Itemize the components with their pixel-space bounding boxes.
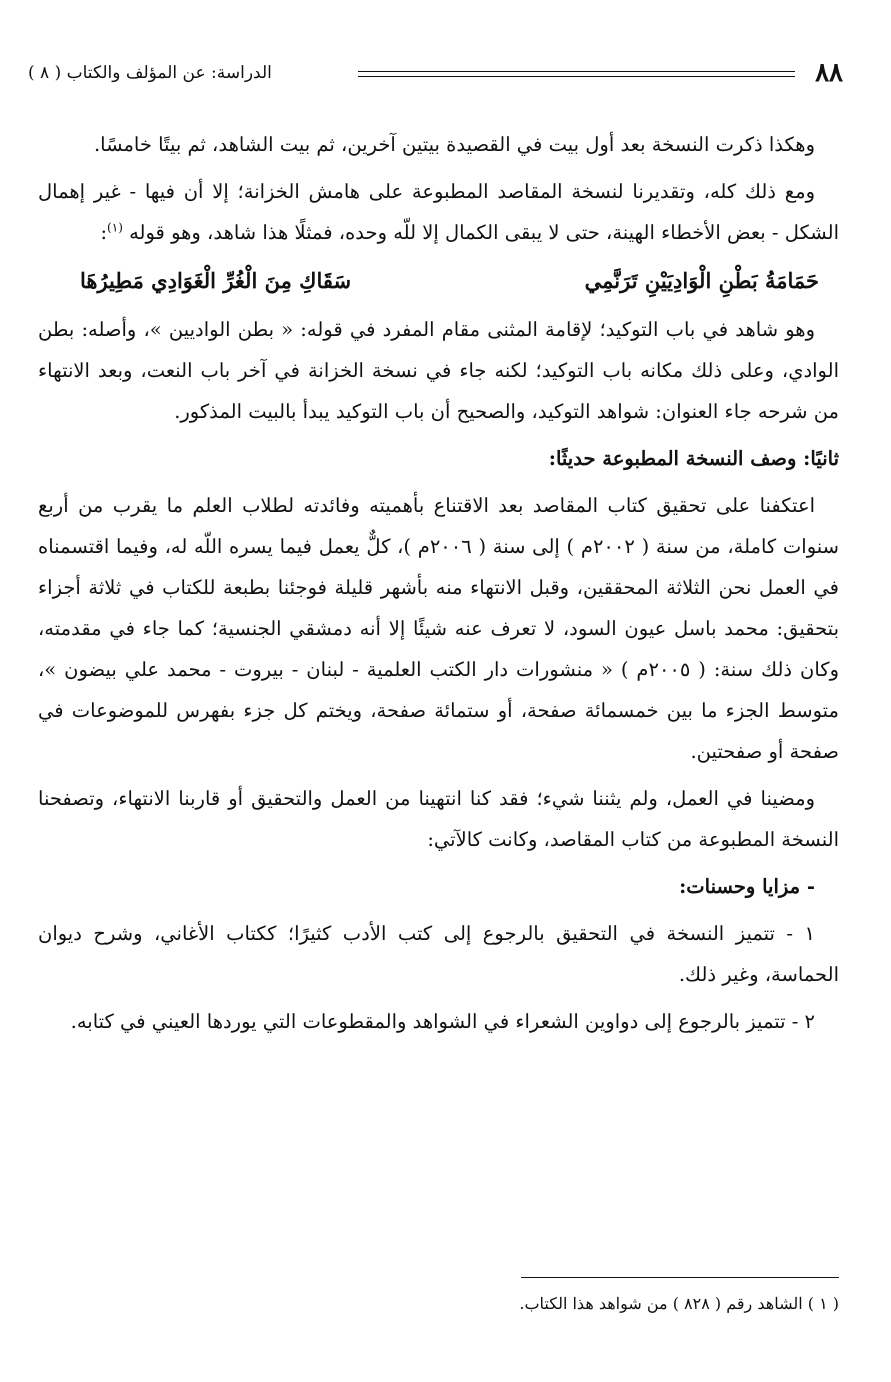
paragraph: وهكذا ذكرت النسخة بعد أول بيت في القصيدة بيتين آخرين، ثم بيت الشاهد، ثم بيتًا خامسًا. xyxy=(93,133,815,156)
paragraph-colon: : xyxy=(100,221,108,244)
paragraph: ومضينا في العمل، ولم يثننا شيء؛ فقد كنا انتهينا من العمل والتحقيق أو قاربنا الانتهاء، وتصفحنا النسخة المطبوعة من كتاب المقاصد، وكانت كالآتي: xyxy=(38,787,839,851)
page-body xyxy=(38,124,839,1048)
page-header xyxy=(28,56,843,90)
footnote-rule xyxy=(521,1277,839,1278)
running-title: الدراسة: عن المؤلف والكتاب ( ٨ ) xyxy=(28,63,272,83)
paragraph: وهو شاهد في باب التوكيد؛ لإقامة المثنى مقام المفرد في قوله: « بطن الواديين »، وأصله: بطن الوادي، وعلى ذلك مكانه باب التوكيد؛ لكنه جاء في نسخة الخزانة في آخر باب النعت، وبعد الانتهاء من شرحه جاء العنوان: شواهد التوكيد، والصحيح أن باب التوكيد يبدأ بالبيت المذكور. xyxy=(38,318,839,423)
verse-second-hemistich: سَقَاكِ مِنَ الْغُرِّ الْغَوَادِي مَطِيرُهَا xyxy=(80,268,352,293)
paragraph: اعتكفنا على تحقيق كتاب المقاصد بعد الاقتناع بأهميته وفائدته لطلاب العلم ما يقرب من أربع سنوات كاملة، من سنة ( ٢٠٠٢م ) إلى سنة ( ٢٠٠٦م )، كلٌّ يعمل فيما يسره اللّه له، وفيما اقتسمناه في العمل نحن الثلاثة المحققين، وقبل الانتهاء منه بأشهر قليلة فوجئنا بطبعة للكتاب في ثلاثة أجزاء بتحقيق: محمد باسل عيون السود، لا تعرف عنه شيئًا إلا أنه دمشقي الجنسية؛ كما جاء في مقدمته، وكان ذلك سنة: ( ٢٠٠٥م ) « منشورات دار الكتب العلمية - لبنان - بيروت - محمد علي بيضون »، متوسط الجزء ما بين خمسمائة صفحة، أو ستمائة صفحة، ويختم كل جزء بفهرس للموضوعات في صفحة أو صفحتين. xyxy=(38,494,840,763)
footnote-reference: (١) xyxy=(107,220,123,235)
paragraph xyxy=(38,171,839,253)
list-item: ٢ - تتميز بالرجوع إلى دواوين الشعراء في الشواهد والمقطوعات التي يوردها العيني في كتابه. xyxy=(70,1010,815,1033)
section-heading: ثانيًا: وصف النسخة المطبوعة حديثًا: xyxy=(548,447,839,470)
header-rule xyxy=(358,71,795,77)
poetry-verse xyxy=(38,259,839,303)
footnote: ( ١ ) الشاهد رقم ( ٨٢٨ ) من شواهد هذا الكتاب. xyxy=(519,1294,839,1313)
paragraph-text: ومع ذلك كله، وتقديرنا لنسخة المقاصد المطبوعة على هامش الخزانة؛ إلا أن فيها - غير إهمال الشكل - بعض الأخطاء الهينة، حتى لا يبقى الكمال إلا للّه وحده، فمثلًا هذا شاهد، وهو قوله xyxy=(38,180,839,244)
list-item: ١ - تتميز النسخة في التحقيق بالرجوع إلى كتب الأدب كثيرًا؛ ككتاب الأغاني، وشرح ديوان الحماسة، وغير ذلك. xyxy=(38,922,839,986)
page-number: ٨٨ xyxy=(815,58,843,88)
subheading: - مزايا وحسنات: xyxy=(679,875,815,898)
verse-first-hemistich: حَمَامَةُ بَطْنِ الْوَادِيَيْنِ تَرَنَّمِي xyxy=(584,268,819,293)
